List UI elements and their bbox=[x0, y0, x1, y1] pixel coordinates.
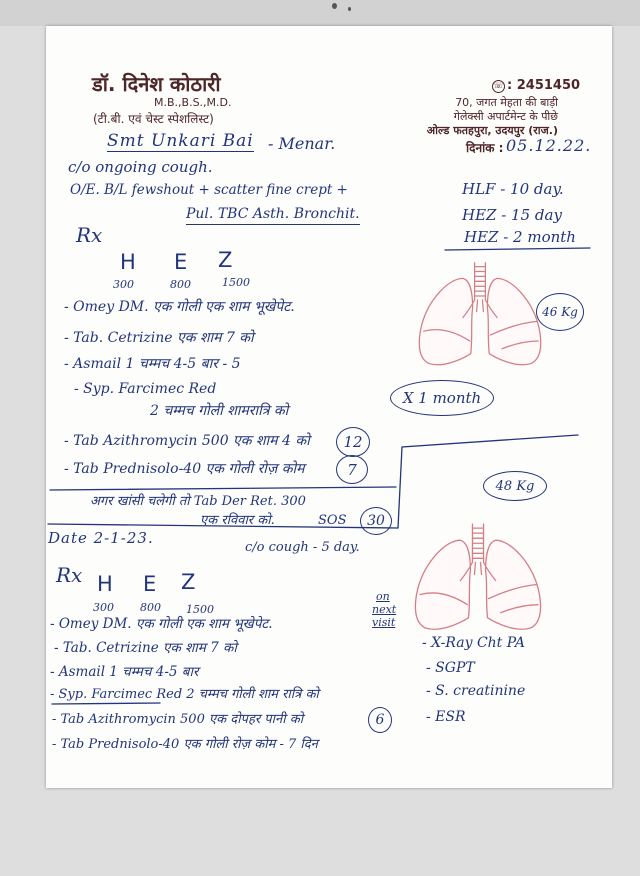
trachea-rings bbox=[472, 528, 483, 558]
next-visit-note: next bbox=[372, 603, 397, 616]
phone-icon: ☏ bbox=[492, 80, 505, 93]
prednisolone-count: 7 bbox=[336, 455, 368, 484]
followup-complaint: c/o cough - 5 day. bbox=[245, 540, 360, 555]
investigation-item: - S. creatinine bbox=[426, 683, 526, 699]
hez-letter-z: Z bbox=[218, 248, 233, 272]
medicine-line: - Omey DM. एक गोली एक शाम भूखेपेट. bbox=[64, 299, 295, 315]
investigation-item: - ESR bbox=[426, 709, 466, 725]
doctor-name: डॉ. दिनेश कोठारी bbox=[92, 72, 221, 96]
duration-circled: X 1 month bbox=[390, 380, 494, 416]
hez-letter-e: E bbox=[143, 572, 157, 596]
sos-line-2: एक रविवार को. bbox=[200, 513, 275, 528]
prednisolone-line: - Tab Prednisolo-40 एक गोली रोज़ कोम - 7 दिन bbox=[52, 737, 318, 752]
hez-dose-z: 1500 bbox=[222, 276, 250, 289]
medicine-line: - Asmail 1 चम्मच 4-5 बार bbox=[50, 664, 199, 680]
azithromycin-line: - Tab Azithromycin 500 एक दोपहर पानी को bbox=[52, 712, 304, 727]
medicine-line: - Tab. Cetrizine एक शाम 7 को bbox=[54, 640, 237, 656]
hez-dose-h: 300 bbox=[93, 601, 114, 614]
medicine-line: - Syp. Farcimec Red bbox=[74, 381, 217, 397]
address-line-1: 70, जगत मेहता की बाड़ी bbox=[455, 96, 558, 109]
examination-finding: O/E. B/L fewshout + scatter fine crept + bbox=[70, 182, 348, 198]
regimen-line-1: HLF - 10 day. bbox=[462, 180, 564, 198]
azithromycin-count: 6 bbox=[368, 707, 392, 733]
phone-number: : 2451450 bbox=[507, 78, 581, 93]
investigation-item: - X-Ray Cht PA bbox=[422, 635, 525, 651]
scan-speck bbox=[332, 3, 337, 9]
sos-label: SOS bbox=[318, 513, 347, 528]
sos-count: 30 bbox=[360, 507, 392, 535]
regimen-line-2: HEZ - 15 day bbox=[462, 206, 562, 224]
scanner-bed-top bbox=[0, 0, 640, 26]
prednisolone-line: - Tab Prednisolo-40 एक गोली रोज़ कोम bbox=[64, 461, 305, 477]
regimen-line-3: HEZ - 2 month bbox=[464, 228, 576, 246]
lungs-diagram bbox=[414, 260, 546, 374]
scan-speck bbox=[348, 7, 351, 11]
medicine-line: 2 चम्मच गोली शामरात्रि को bbox=[150, 403, 289, 419]
hez-letter-e: E bbox=[174, 250, 188, 274]
followup-date: Date 2-1-23. bbox=[48, 529, 154, 547]
hez-dose-h: 300 bbox=[113, 278, 134, 291]
date-label: दिनांक : bbox=[466, 141, 504, 155]
rx-symbol: Rx bbox=[56, 563, 83, 587]
doctor-degree: M.B.,B.S.,M.D. bbox=[154, 96, 232, 109]
date-value: 05.12.22. bbox=[506, 136, 592, 155]
chief-complaint: c/o ongoing cough. bbox=[68, 158, 213, 176]
rx-symbol: Rx bbox=[76, 223, 103, 247]
address-line-3: ओल्ड फतहपुरा, उदयपुर (राज.) bbox=[426, 124, 558, 137]
left-lung bbox=[415, 540, 470, 629]
left-lung bbox=[419, 278, 472, 364]
medicine-line: - Syp. Farcimec Red 2 चम्मच गोली शाम रात्रि को bbox=[50, 687, 319, 702]
azithromycin-count: 12 bbox=[336, 427, 370, 457]
next-visit-note: on bbox=[376, 590, 390, 603]
patient-place: - Menar. bbox=[268, 134, 336, 153]
hez-letter-h: H bbox=[97, 572, 113, 596]
medicine-line: - Tab. Cetrizine एक शाम 7 को bbox=[64, 330, 254, 346]
diagnosis: Pul. TBC Asth. Bronchit. bbox=[186, 205, 360, 225]
sos-line-1: अगर खांसी चलेगी तो Tab Der Ret. 300 bbox=[90, 494, 306, 509]
lungs-diagram bbox=[410, 520, 546, 640]
weight-circled: 46 Kg bbox=[536, 293, 584, 331]
next-visit-note: visit bbox=[372, 616, 396, 629]
weight-circled: 48 Kg bbox=[483, 471, 547, 501]
hez-dose-e: 800 bbox=[140, 601, 161, 614]
medicine-line: - Asmail 1 चम्मच 4-5 बार - 5 bbox=[64, 356, 241, 372]
hez-dose-e: 800 bbox=[170, 278, 191, 291]
hez-letter-z: Z bbox=[181, 570, 196, 594]
patient-name: Smt Unkari Bai bbox=[107, 131, 254, 151]
hez-dose-z: 1500 bbox=[186, 603, 214, 616]
address-line-2: गेलेक्सी अपार्टमेन्ट के पीछे bbox=[453, 110, 558, 123]
investigation-item: - SGPT bbox=[426, 660, 475, 676]
hez-letter-h: H bbox=[120, 250, 136, 274]
medicine-line: - Omey DM. एक गोली एक शाम भूखेपेट. bbox=[50, 616, 273, 632]
trachea-rings bbox=[475, 267, 486, 296]
azithromycin-line: - Tab Azithromycin 500 एक शाम 4 को bbox=[64, 433, 310, 449]
doctor-specialty: (टी.बी. एवं चेस्ट स्पेशलिस्ट) bbox=[93, 112, 214, 126]
